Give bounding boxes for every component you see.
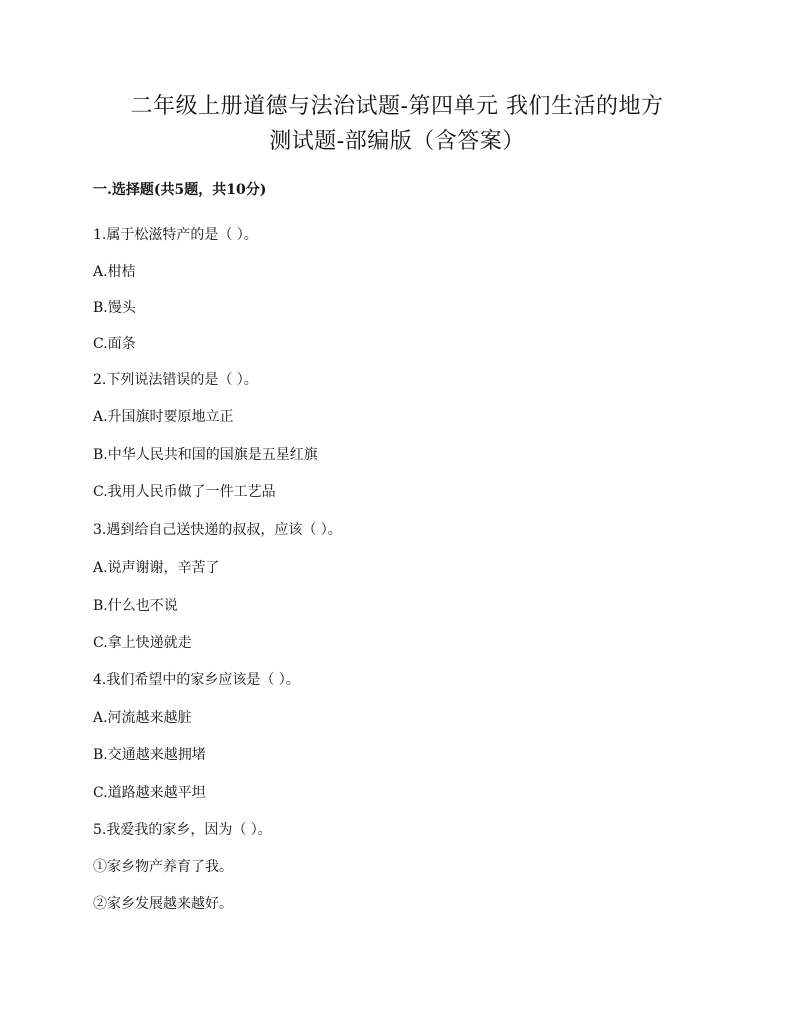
question-4-option-c: C.道路越来越平坦	[93, 785, 206, 801]
question-4-option-b: B.交通越来越拥堵	[93, 747, 206, 763]
question-4-stem: 4.我们希望中的家乡应该是（ ）。	[93, 672, 300, 688]
question-5-item-1: ①家乡物产养育了我。	[93, 859, 233, 875]
question-2-option-b: B.中华人民共和国的国旗是五星红旗	[93, 447, 318, 463]
question-2-option-c: C.我用人民币做了一件工艺品	[93, 484, 276, 500]
question-5-item-2: ②家乡发展越来越好。	[93, 896, 233, 912]
question-1-stem: 1.属于松滋特产的是（ ）。	[93, 227, 258, 243]
document-title-line-2: 测试题-部编版（含答案）	[269, 129, 525, 154]
question-5-stem: 5.我爱我的家乡，因为（ ）。	[93, 822, 272, 838]
section-heading: 一.选择题(共5题，共10分)	[93, 182, 267, 198]
question-2-stem: 2.下列说法错误的是（ ）。	[93, 372, 258, 388]
question-4-option-a: A.河流越来越脏	[93, 710, 192, 726]
question-3-option-c: C.拿上快递就走	[93, 635, 192, 651]
question-3-stem: 3.遇到给自己送快递的叔叔，应该（ ）。	[93, 522, 342, 538]
question-1-option-a: A.柑桔	[93, 264, 136, 280]
question-2-option-a: A.升国旗时要原地立正	[93, 409, 234, 425]
question-3-option-b: B.什么也不说	[93, 598, 178, 614]
question-1-option-c: C.面条	[93, 336, 136, 352]
document-title-line-1: 二年级上册道德与法治试题-第四单元 我们生活的地方	[130, 94, 664, 119]
question-3-option-a: A.说声谢谢，辛苦了	[93, 560, 220, 576]
question-1-option-b: B.馒头	[93, 300, 136, 316]
